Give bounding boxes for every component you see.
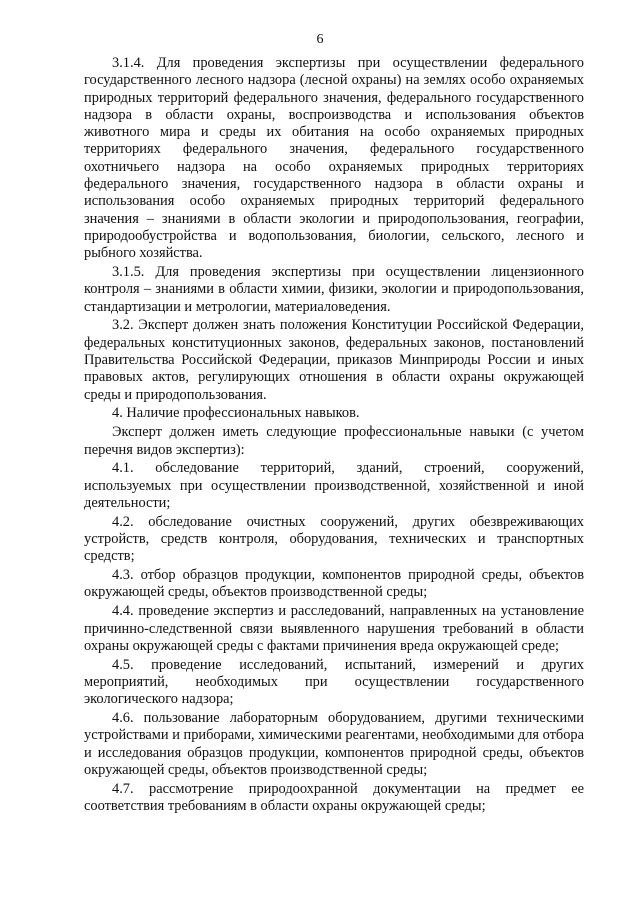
paragraph-4-6: 4.6. пользование лабораторным оборудованием, другими техническими устройствами и приборами, химическими реагентами, необходимыми для отбора и исследования образцов продукции, компонентов природной среды, объектов окружающей среды, объектов производственной среды; [84,709,584,778]
paragraph-4-4: 4.4. проведение экспертиз и расследований, направленных на установление причинно-следственной связи выявленного нарушения требований в области охраны окружающей среды с фактами причинения вреда окружающей среде; [84,603,584,654]
paragraph-3-1-4: 3.1.4. Для проведения экспертизы при осуществлении федерального государственного лесного надзора (лесной охраны) на землях особо охраняемых природных территорий федерального значения, федерального государственного надзора в области охраны, воспроизводства и использования объектов животного мира и среды их обитания на особо охраняемых природных территориях федерального значения, федерального государственного охотничьего надзора на особо охраняемых природных территориях федерального значения, государственного надзора в области охраны и использования особо охраняемых природных территорий федерального значения – знаниями в области экологии и природопользования, географии, природообустройства и водопользования, биологии, сельского, лесного и рыбного хозяйства. [84,55,584,262]
paragraph-4-1: 4.1. обследование территорий, зданий, строений, сооружений, используемых при осуществлении производственной, хозяйственной и иной деятельности; [84,460,584,511]
paragraph-4-heading: 4. Наличие профессиональных навыков. [112,405,360,422]
page-number: 6 [316,32,324,47]
paragraph-4-5: 4.5. проведение исследований, испытаний, измерений и других мероприятий, необходимых при осуществлении государственного экологического надзора; [84,656,584,708]
document-body [84,55,584,815]
paragraph-skills-intro: Эксперт должен иметь следующие профессиональные навыки (с учетом перечня видов экспертиз): [84,424,584,458]
paragraph-4-2: 4.2. обследование очистных сооружений, других обезвреживающих устройств, средств контроля, оборудования, технических и транспортных средств; [84,513,584,565]
paragraph-4-7: 4.7. рассмотрение природоохранной документации на предмет ее соответствия требованиям в области охраны окружающей среды; [84,780,584,814]
paragraph-4-3: 4.3. отбор образцов продукции, компонентов природной среды, объектов окружающей среды, объектов производственной среды; [84,567,584,601]
paragraph-3-2: 3.2. Эксперт должен знать положения Конституции Российской Федерации, федеральных конституционных законов, федеральных законов, постановлений Правительства Российской Федерации, приказов Минприроды России и иных правовых актов, регулирующих отношения в области охраны окружающей среды и природопользования. [84,317,584,403]
paragraph-3-1-5: 3.1.5. Для проведения экспертизы при осуществлении лицензионного контроля – знаниями в области химии, физики, экологии и природопользования, стандартизации и метрологии, материаловедения. [84,264,584,315]
